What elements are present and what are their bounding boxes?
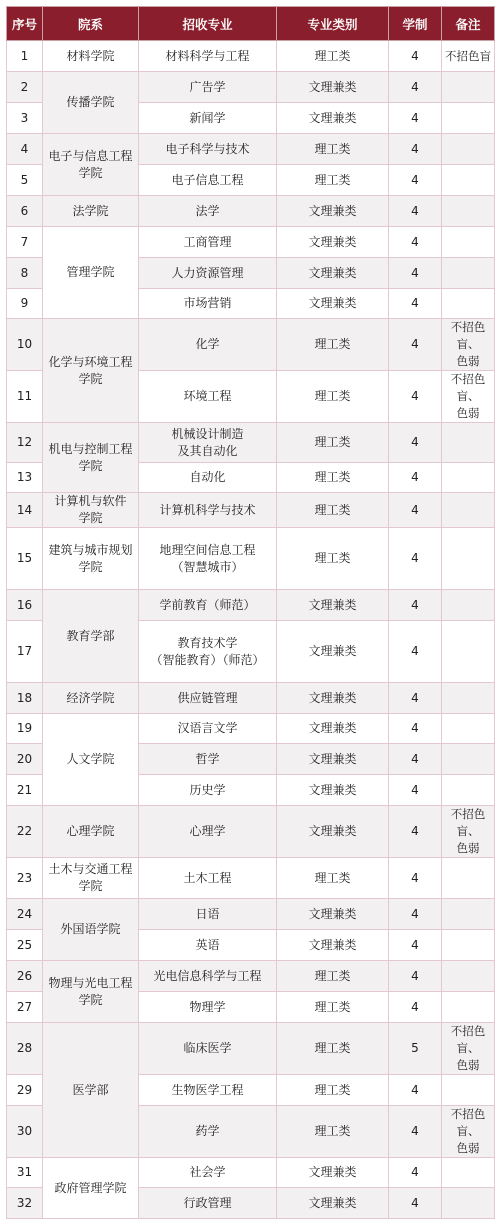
study-years: 4 [389,806,442,858]
major-category: 理工类 [277,463,389,493]
major-category: 文理兼类 [277,806,389,858]
row-index: 2 [7,72,43,103]
study-years: 4 [389,930,442,961]
row-index: 9 [7,289,43,319]
study-years: 4 [389,103,442,134]
major-name: 生物医学工程 [139,1075,277,1106]
department-name: 教育学部 [43,590,139,683]
row-index: 14 [7,493,43,528]
row-index: 16 [7,590,43,621]
header-major: 招收专业 [139,7,277,41]
study-years: 4 [389,1188,442,1219]
table-body [7,41,495,1219]
table-row [7,1023,495,1075]
study-years: 4 [389,714,442,744]
study-years: 4 [389,1158,442,1188]
major-category: 理工类 [277,319,389,371]
row-index: 15 [7,528,43,590]
study-years: 4 [389,1106,442,1158]
major-category: 文理兼类 [277,930,389,961]
major-category: 理工类 [277,858,389,899]
department-name: 机电与控制工程 学院 [43,423,139,493]
header-note: 备注 [442,7,495,41]
study-years: 4 [389,72,442,103]
study-years: 4 [389,41,442,72]
admission-note: 不招色盲 [442,41,495,72]
admission-note [442,423,495,463]
table-row [7,72,495,103]
admission-note [442,992,495,1023]
major-name: 汉语言文学 [139,714,277,744]
major-category: 理工类 [277,423,389,463]
major-name: 心理学 [139,806,277,858]
major-category: 理工类 [277,41,389,72]
table-row [7,806,495,858]
department-name: 外国语学院 [43,899,139,961]
row-index: 12 [7,423,43,463]
major-category: 文理兼类 [277,714,389,744]
row-index: 25 [7,930,43,961]
department-name: 电子与信息工程 学院 [43,134,139,196]
table-row [7,961,495,992]
major-category: 理工类 [277,134,389,165]
major-category: 理工类 [277,992,389,1023]
table-row [7,528,495,590]
study-years: 4 [389,463,442,493]
row-index: 28 [7,1023,43,1075]
header-index: 序号 [7,7,43,41]
major-category: 理工类 [277,1023,389,1075]
admission-note [442,961,495,992]
header-row [7,7,495,41]
study-years: 4 [389,423,442,463]
row-index: 6 [7,196,43,227]
study-years: 4 [389,528,442,590]
admission-note [442,1188,495,1219]
major-category: 文理兼类 [277,72,389,103]
header-category: 专业类别 [277,7,389,41]
major-name: 电子信息工程 [139,165,277,196]
department-name: 土木与交通工程 学院 [43,858,139,899]
major-category: 文理兼类 [277,103,389,134]
major-name: 新闻学 [139,103,277,134]
department-name: 计算机与软件 学院 [43,493,139,528]
table-row [7,134,495,165]
row-index: 17 [7,621,43,683]
major-name: 物理学 [139,992,277,1023]
table-row [7,196,495,227]
study-years: 4 [389,371,442,423]
study-years: 4 [389,258,442,289]
major-name: 供应链管理 [139,683,277,714]
admission-note: 不招色盲、 色弱 [442,806,495,858]
major-name: 历史学 [139,775,277,806]
major-name: 光电信息科学与工程 [139,961,277,992]
table-row [7,227,495,258]
study-years: 4 [389,744,442,775]
major-name: 市场营销 [139,289,277,319]
major-name: 哲学 [139,744,277,775]
row-index: 4 [7,134,43,165]
admission-note [442,714,495,744]
major-category: 文理兼类 [277,590,389,621]
admission-note [442,258,495,289]
row-index: 26 [7,961,43,992]
study-years: 4 [389,289,442,319]
major-name: 化学 [139,319,277,371]
admission-note [442,930,495,961]
admission-note [442,528,495,590]
admission-note [442,463,495,493]
major-category: 理工类 [277,961,389,992]
header-years: 学制 [389,7,442,41]
row-index: 18 [7,683,43,714]
admission-note [442,1158,495,1188]
major-name: 地理空间信息工程 （智慧城市） [139,528,277,590]
department-name: 政府管理学院 [43,1158,139,1219]
admission-note [442,744,495,775]
study-years: 4 [389,899,442,930]
table-row [7,41,495,72]
major-name: 学前教育（师范） [139,590,277,621]
admission-note: 不招色盲、 色弱 [442,1023,495,1075]
department-name: 材料学院 [43,41,139,72]
major-name: 广告学 [139,72,277,103]
major-category: 理工类 [277,371,389,423]
major-name: 社会学 [139,1158,277,1188]
row-index: 30 [7,1106,43,1158]
department-name: 人文学院 [43,714,139,806]
major-name: 机械设计制造 及其自动化 [139,423,277,463]
department-name: 经济学院 [43,683,139,714]
table-row [7,899,495,930]
row-index: 23 [7,858,43,899]
table-row [7,423,495,463]
row-index: 13 [7,463,43,493]
major-name: 药学 [139,1106,277,1158]
admission-note [442,289,495,319]
major-name: 电子科学与技术 [139,134,277,165]
major-name: 临床医学 [139,1023,277,1075]
admission-note [442,134,495,165]
major-category: 理工类 [277,528,389,590]
admission-note [442,858,495,899]
study-years: 4 [389,493,442,528]
table-header [7,7,495,41]
department-name: 医学部 [43,1023,139,1158]
study-years: 4 [389,227,442,258]
major-name: 英语 [139,930,277,961]
row-index: 32 [7,1188,43,1219]
row-index: 1 [7,41,43,72]
admission-note [442,1075,495,1106]
row-index: 22 [7,806,43,858]
major-category: 文理兼类 [277,899,389,930]
study-years: 4 [389,1075,442,1106]
major-category: 文理兼类 [277,744,389,775]
row-index: 5 [7,165,43,196]
major-name: 环境工程 [139,371,277,423]
row-index: 7 [7,227,43,258]
major-category: 文理兼类 [277,1188,389,1219]
row-index: 24 [7,899,43,930]
major-name: 人力资源管理 [139,258,277,289]
admission-note [442,493,495,528]
table-row [7,493,495,528]
major-category: 理工类 [277,1106,389,1158]
major-name: 法学 [139,196,277,227]
major-name: 自动化 [139,463,277,493]
department-name: 心理学院 [43,806,139,858]
admission-note [442,899,495,930]
table-row [7,858,495,899]
study-years: 4 [389,775,442,806]
department-name: 传播学院 [43,72,139,134]
department-name: 物理与光电工程 学院 [43,961,139,1023]
major-category: 文理兼类 [277,775,389,806]
major-name: 教育技术学 （智能教育）（师范） [139,621,277,683]
admission-note [442,683,495,714]
admission-note [442,590,495,621]
admission-note [442,227,495,258]
major-name: 土木工程 [139,858,277,899]
study-years: 5 [389,1023,442,1075]
study-years: 4 [389,683,442,714]
table-row [7,1158,495,1188]
row-index: 29 [7,1075,43,1106]
study-years: 4 [389,196,442,227]
admission-note [442,196,495,227]
department-name: 法学院 [43,196,139,227]
table-row [7,590,495,621]
study-years: 4 [389,621,442,683]
department-name: 化学与环境工程 学院 [43,319,139,423]
table-row [7,319,495,371]
major-category: 理工类 [277,1075,389,1106]
table-row [7,714,495,744]
table-row [7,683,495,714]
admission-note: 不招色盲、 色弱 [442,1106,495,1158]
major-category: 文理兼类 [277,621,389,683]
major-category: 文理兼类 [277,258,389,289]
row-index: 8 [7,258,43,289]
admission-note [442,621,495,683]
major-category: 理工类 [277,165,389,196]
study-years: 4 [389,165,442,196]
major-category: 文理兼类 [277,196,389,227]
row-index: 27 [7,992,43,1023]
admission-note [442,165,495,196]
study-years: 4 [389,134,442,165]
major-name: 工商管理 [139,227,277,258]
major-name: 材料科学与工程 [139,41,277,72]
department-name: 建筑与城市规划 学院 [43,528,139,590]
admission-note [442,103,495,134]
row-index: 31 [7,1158,43,1188]
row-index: 11 [7,371,43,423]
row-index: 10 [7,319,43,371]
major-category: 文理兼类 [277,683,389,714]
study-years: 4 [389,992,442,1023]
major-name: 行政管理 [139,1188,277,1219]
row-index: 19 [7,714,43,744]
admission-note [442,775,495,806]
major-name: 日语 [139,899,277,930]
study-years: 4 [389,319,442,371]
header-department: 院系 [43,7,139,41]
major-category: 理工类 [277,493,389,528]
major-category: 文理兼类 [277,227,389,258]
study-years: 4 [389,858,442,899]
major-category: 文理兼类 [277,289,389,319]
department-name: 管理学院 [43,227,139,319]
row-index: 3 [7,103,43,134]
row-index: 20 [7,744,43,775]
admission-note [442,72,495,103]
row-index: 21 [7,775,43,806]
admission-note: 不招色盲、 色弱 [442,371,495,423]
major-category: 文理兼类 [277,1158,389,1188]
admission-note: 不招色盲、 色弱 [442,319,495,371]
study-years: 4 [389,590,442,621]
admissions-table [6,6,495,1219]
major-name: 计算机科学与技术 [139,493,277,528]
study-years: 4 [389,961,442,992]
